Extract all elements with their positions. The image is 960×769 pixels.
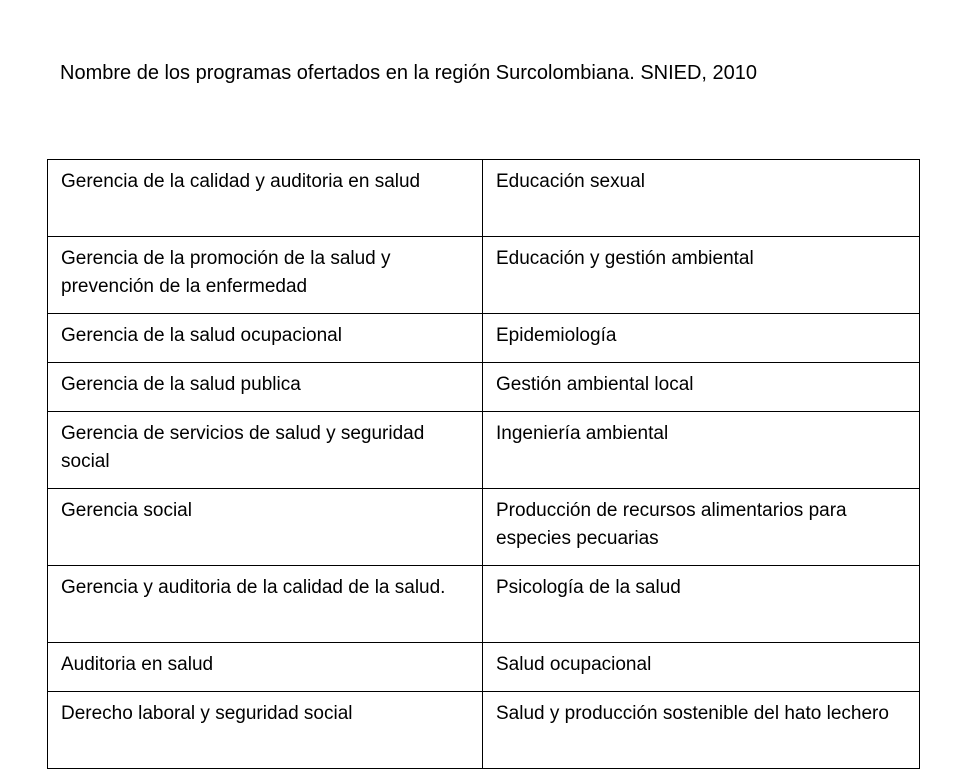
table-row (48, 237, 920, 314)
program-cell-right: Producción de recursos alimentarios para especies pecuarias (483, 489, 920, 566)
table-row (48, 692, 920, 769)
program-cell-left: Gerencia de la salud ocupacional (48, 314, 483, 363)
table-row (48, 314, 920, 363)
program-cell-left: Gerencia de la calidad y auditoria en salud (48, 160, 483, 237)
program-cell-right: Salud ocupacional (483, 643, 920, 692)
program-cell-left: Gerencia de servicios de salud y seguridad social (48, 412, 483, 489)
program-cell-right: Epidemiología (483, 314, 920, 363)
table-row (48, 412, 920, 489)
program-cell-right: Ingeniería ambiental (483, 412, 920, 489)
table-row (48, 489, 920, 566)
program-cell-right: Salud y producción sostenible del hato lechero (483, 692, 920, 769)
program-cell-left: Auditoria en salud (48, 643, 483, 692)
table-row (48, 363, 920, 412)
program-cell-left: Gerencia de la salud publica (48, 363, 483, 412)
program-cell-right: Gestión ambiental local (483, 363, 920, 412)
program-cell-left: Gerencia y auditoria de la calidad de la salud. (48, 566, 483, 643)
table-row (48, 566, 920, 643)
table-row (48, 643, 920, 692)
programs-table (47, 159, 920, 769)
table-row (48, 160, 920, 237)
program-cell-left: Derecho laboral y seguridad social (48, 692, 483, 769)
program-cell-right: Psicología de la salud (483, 566, 920, 643)
slide-title: Nombre de los programas ofertados en la región Surcolombiana. SNIED, 2010 (60, 62, 758, 84)
program-cell-right: Educación y gestión ambiental (483, 237, 920, 314)
program-cell-left: Gerencia social (48, 489, 483, 566)
program-cell-left: Gerencia de la promoción de la salud y prevención de la enfermedad (48, 237, 483, 314)
program-cell-right: Educación sexual (483, 160, 920, 237)
